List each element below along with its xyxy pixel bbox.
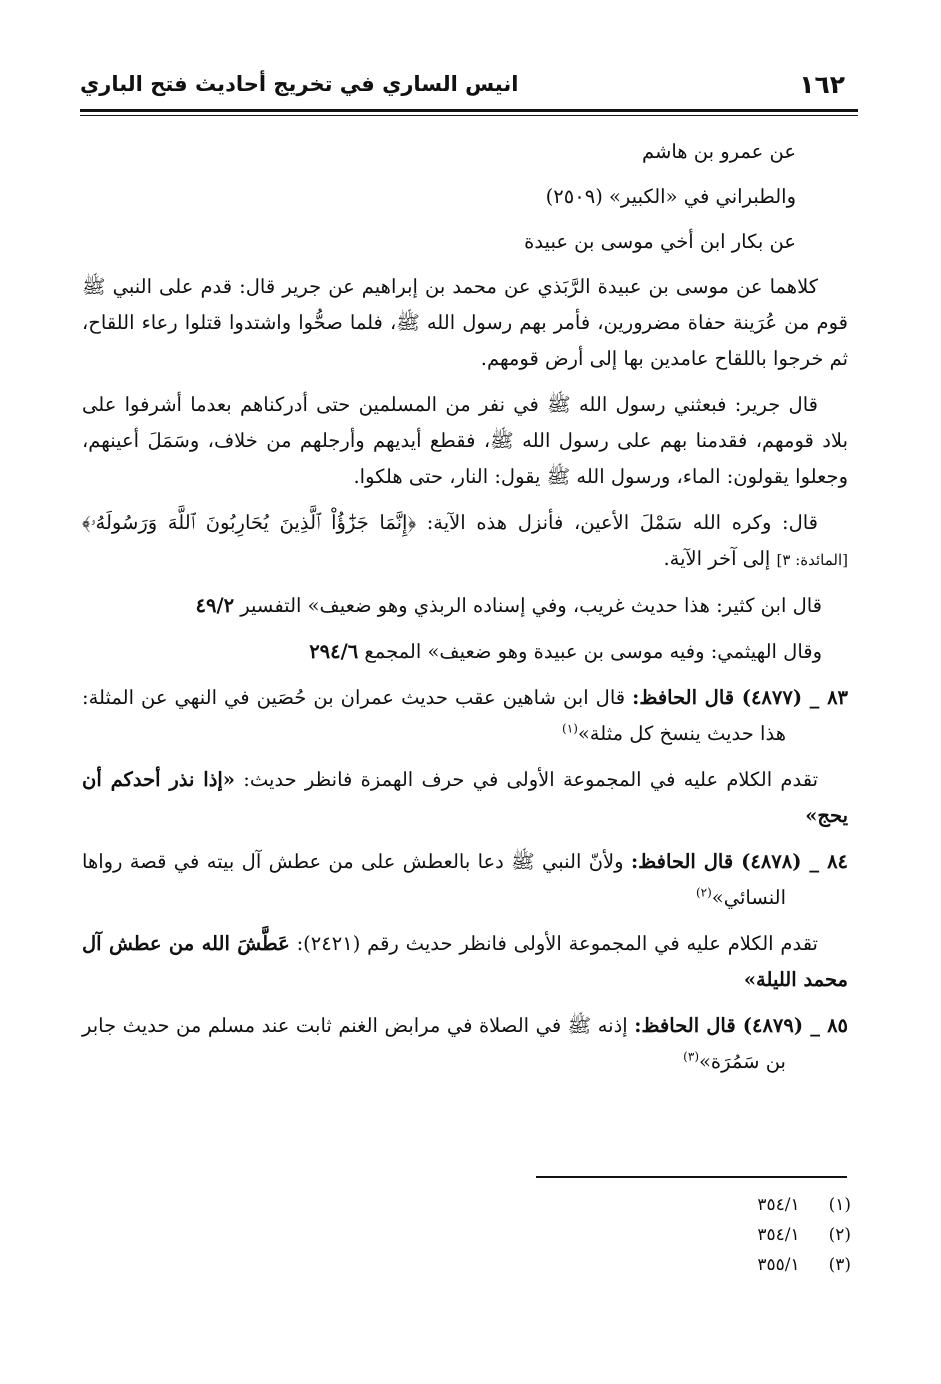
hadith-text: كلاهما عن موسى بن عبيدة الرَّبَذي عن محمد بن إبراهيم عن جرير قال: قدم على النبي ﷺ قوم من عُرَينة حفاة مضرورين، فأمر بهم رسول الله ﷺ، فلما صحُّوا واشتدوا قتلوا رعاء اللقاح، ثم خرجوا باللقاح عامدين بها إلى أرض قومهم. bbox=[82, 275, 848, 370]
note-hadith: عَطَّشَ الله من عطش آل محمد الليلة» bbox=[82, 932, 848, 991]
footnote-ref: (٢) bbox=[695, 885, 712, 900]
note-hadith: «إذا نذر أحدكم أن يحج» bbox=[82, 768, 848, 827]
citation-text: قال ابن كثير: هذا حديث غريب، وفي إسناده الربذي وهو ضعيف» التفسير bbox=[240, 594, 822, 617]
footnote-separator bbox=[536, 1176, 847, 1178]
footnote bbox=[451, 1190, 851, 1220]
entry-text: قال ابن شاهين عقب حديث عمران بن حُصَين في النهي عن المثلة: هذا حديث ينسخ كل مثلة» bbox=[82, 686, 786, 745]
footnotes bbox=[451, 1190, 851, 1280]
footnote-mark: (١) bbox=[828, 1195, 851, 1215]
note-text: تقدم الكلام عليه في المجموعة الأولى في حرف الهمزة فانظر حديث: bbox=[243, 768, 819, 791]
entry-83 bbox=[82, 680, 848, 752]
jarir-narration: قال جرير: فبعثني رسول الله ﷺ في نفر من المسلمين حتى أدركناهم بعدما أشرفوا على بلاد قومهم، فقدمنا بهم على رسول الله ﷺ، فقطع أيديهم وأرجلهم من خلاف، وسَمَلَ أعينهم، وجعلوا يقولون: الماء، ورسول الله ﷺ يقول: النار، حتى هلكوا. bbox=[82, 393, 848, 488]
source-line-2: والطبراني في «الكبير» (٢٥٠٩) bbox=[545, 185, 796, 208]
footnote-ref: (١) bbox=[562, 721, 578, 736]
header-rule-thin bbox=[80, 115, 858, 116]
note-text: تقدم الكلام عليه في المجموعة الأولى فانظر حديث رقم (٢٤٢١): bbox=[296, 932, 818, 955]
verse-reference: [المائدة: ٣] bbox=[776, 551, 848, 569]
verse-text: قال: وكره الله سَمْلَ الأعين، فأنزل هذه الآية: ﴿إِنَّمَا جَزَٰٓؤُاْ ٱلَّذِينَ يُحَارِبُونَ ٱللَّهَ وَرَسُولَهُۥ﴾ bbox=[82, 511, 818, 534]
quran-verse-paragraph bbox=[82, 505, 848, 578]
running-title: انيس الساري في تخريج أحاديث فتح الباري bbox=[80, 72, 519, 96]
footnote-ref: (٣) bbox=[683, 1049, 699, 1064]
haythami-citation bbox=[82, 634, 848, 670]
source-line-3: عن بكار ابن أخي موسى بن عبيدة bbox=[524, 230, 796, 253]
entry-84-note bbox=[82, 926, 848, 998]
footnote-mark: (٣) bbox=[828, 1255, 851, 1275]
entry-heading: ٨٣ _ (٤٨٧٧) قال الحافظ: bbox=[632, 686, 849, 709]
footnote-mark: (٢) bbox=[828, 1225, 851, 1245]
entry-85 bbox=[82, 1008, 848, 1080]
footnote-text: ٣٥٤/١ bbox=[757, 1195, 800, 1215]
entry-84 bbox=[82, 844, 848, 916]
page-body bbox=[82, 134, 848, 1090]
citation-ref: ٤٩/٢ bbox=[195, 594, 235, 617]
entry-heading: ٨٥ _ (٤٨٧٩) قال الحافظ: bbox=[634, 1014, 849, 1037]
verse-tail: إلى آخر الآية. bbox=[663, 547, 771, 570]
source-line-1: عن عمرو بن هاشم bbox=[642, 140, 796, 163]
entry-heading: ٨٤ _ (٤٨٧٨) قال الحافظ: bbox=[630, 850, 849, 873]
footnote bbox=[451, 1250, 851, 1280]
footnote-text: ٣٥٤/١ bbox=[757, 1225, 800, 1245]
footnote bbox=[451, 1220, 851, 1250]
footnote-text: ٣٥٥/١ bbox=[757, 1255, 800, 1275]
citation-text: وقال الهيثمي: وفيه موسى بن عبيدة وهو ضعيف» المجمع bbox=[364, 640, 822, 663]
ibn-kathir-citation bbox=[82, 588, 848, 624]
entry-83-note bbox=[82, 762, 848, 834]
entry-text: ولأنّ النبي ﷺ دعا بالعطش على من عطش آل بيته في قصة رواها النسائي» bbox=[82, 850, 786, 909]
page-number: ١٦٢ bbox=[799, 70, 845, 99]
header-rule-thick bbox=[80, 109, 858, 112]
entry-text: إذنه ﷺ في الصلاة في مرابض الغنم ثابت عند مسلم من حديث جابر بن سَمُرَة» bbox=[82, 1014, 786, 1073]
citation-ref: ٢٩٤/٦ bbox=[309, 640, 359, 663]
